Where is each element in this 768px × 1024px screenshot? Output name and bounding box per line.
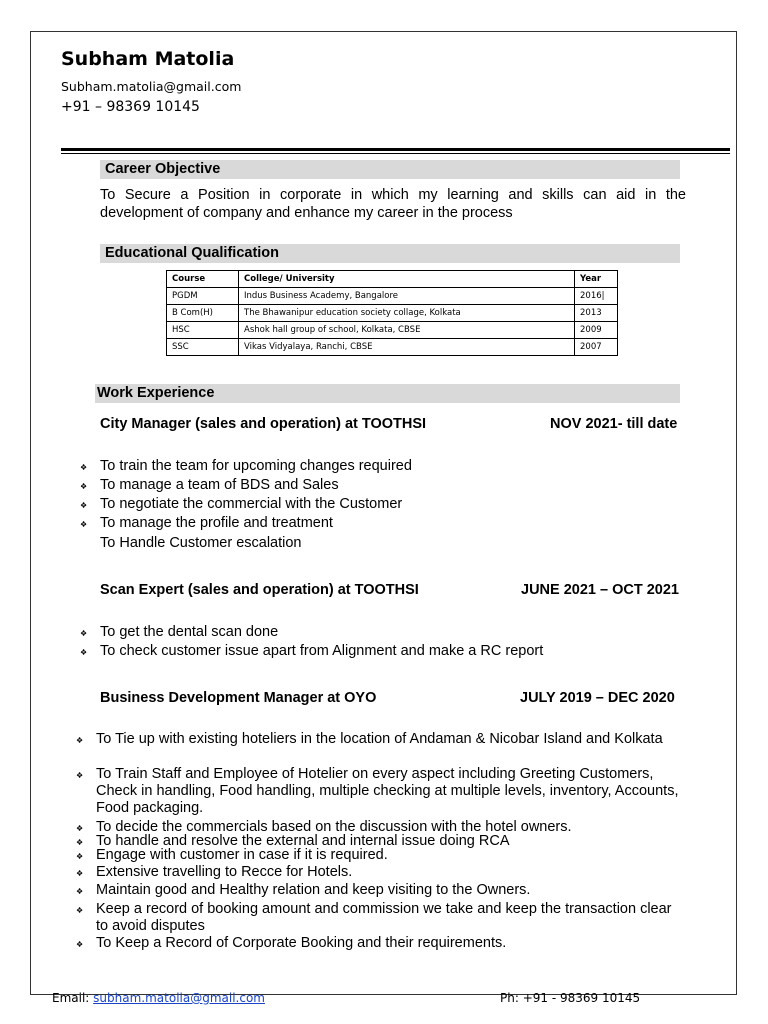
list-item: ❖ To get the dental scan done bbox=[100, 624, 690, 643]
list-item: ❖ To manage the profile and treatment bbox=[100, 515, 690, 534]
course-cell: HSC bbox=[167, 322, 239, 339]
job-duties-list bbox=[100, 458, 690, 554]
table-row bbox=[167, 339, 618, 356]
table-row bbox=[167, 322, 618, 339]
job-date: JULY 2019 – DEC 2020 bbox=[520, 690, 675, 706]
list-item: ❖ Maintain good and Healthy relation and keep visiting to the Owners. bbox=[96, 882, 686, 901]
education-heading: Educational Qualification bbox=[100, 244, 680, 263]
job-duties-list bbox=[96, 731, 686, 952]
college-cell: The Bhawanipur education society collage, Kolkata bbox=[239, 305, 575, 322]
course-cell: B Com(H) bbox=[167, 305, 239, 322]
list-item: ❖ To check customer issue apart from Alignment and make a RC report bbox=[100, 643, 690, 662]
career-objective-heading: Career Objective bbox=[100, 160, 680, 179]
list-item: ❖ To train the team for upcoming changes required bbox=[100, 458, 690, 477]
list-item: ❖ To manage a team of BDS and Sales bbox=[100, 477, 690, 496]
header-divider-thick bbox=[61, 148, 730, 151]
column-header: Year bbox=[575, 271, 618, 288]
list-item: ❖ Engage with customer in case if it is required. bbox=[96, 847, 686, 864]
table-row bbox=[167, 288, 618, 305]
header-divider-thin bbox=[61, 153, 730, 154]
footer-email-link[interactable]: subham.matolia@gmail.com bbox=[93, 991, 265, 1005]
education-table-header bbox=[167, 271, 618, 288]
list-item: ❖ Extensive travelling to Recce for Hotels. bbox=[96, 864, 686, 882]
list-item: ❖ To Train Staff and Employee of Hotelier on every aspect including Greeting Customers, Check in handling, Food handling, multiple checking at multiple levels, inventory, Accounts, Food packaging. bbox=[96, 766, 686, 819]
work-experience-heading: Work Experience bbox=[95, 384, 680, 403]
job-date: NOV 2021- till date bbox=[550, 416, 678, 432]
year-cell: 2007 bbox=[575, 339, 618, 356]
list-item: ❖ To negotiate the commercial with the Customer bbox=[100, 496, 690, 515]
college-cell: Vikas Vidyalaya, Ranchi, CBSE bbox=[239, 339, 575, 356]
column-header: College/ University bbox=[239, 271, 575, 288]
table-row bbox=[167, 305, 618, 322]
job-title: Business Development Manager at OYO bbox=[100, 690, 377, 706]
course-cell: SSC bbox=[167, 339, 239, 356]
year-cell: 2009 bbox=[575, 322, 618, 339]
job-date: JUNE 2021 – OCT 2021 bbox=[521, 582, 679, 598]
footer-email-label: Email: bbox=[52, 991, 90, 1005]
header-phone: +91 – 98369 10145 bbox=[61, 99, 200, 115]
list-item: ❖ To Tie up with existing hoteliers in the location of Andaman & Nicobar Island and Kolkata bbox=[96, 731, 686, 766]
job-title: City Manager (sales and operation) at TOOTHSI bbox=[100, 416, 427, 432]
college-cell: Ashok hall group of school, Kolkata, CBSE bbox=[239, 322, 575, 339]
job-title: Scan Expert (sales and operation) at TOOTHSI bbox=[100, 582, 419, 598]
footer-email bbox=[52, 991, 265, 1005]
job-duties-list bbox=[100, 624, 690, 662]
list-item: ❖ To decide the commercials based on the discussion with the hotel owners. bbox=[96, 819, 686, 833]
column-header: Course bbox=[167, 271, 239, 288]
career-objective-text: To Secure a Position in corporate in which my learning and skills can aid in the development of company and enhance my career in the process bbox=[100, 187, 686, 221]
header-email: Subham.matolia@gmail.com bbox=[61, 79, 242, 94]
candidate-name: Subham Matolia bbox=[61, 48, 235, 70]
list-item: To Handle Customer escalation bbox=[100, 535, 302, 551]
course-cell: PGDM bbox=[167, 288, 239, 305]
education-table bbox=[166, 270, 618, 356]
college-cell: Indus Business Academy, Bangalore bbox=[239, 288, 575, 305]
list-item: ❖ To handle and resolve the external and internal issue doing RCA bbox=[96, 833, 686, 847]
list-item: ❖ To Keep a Record of Corporate Booking and their requirements. bbox=[96, 935, 686, 952]
year-cell: 2016| bbox=[575, 288, 618, 305]
year-cell: 2013 bbox=[575, 305, 618, 322]
list-item: ❖ Keep a record of booking amount and commission we take and keep the transaction clear to avoid disputes bbox=[96, 901, 686, 935]
footer-phone: Ph: +91 - 98369 10145 bbox=[500, 991, 641, 1005]
